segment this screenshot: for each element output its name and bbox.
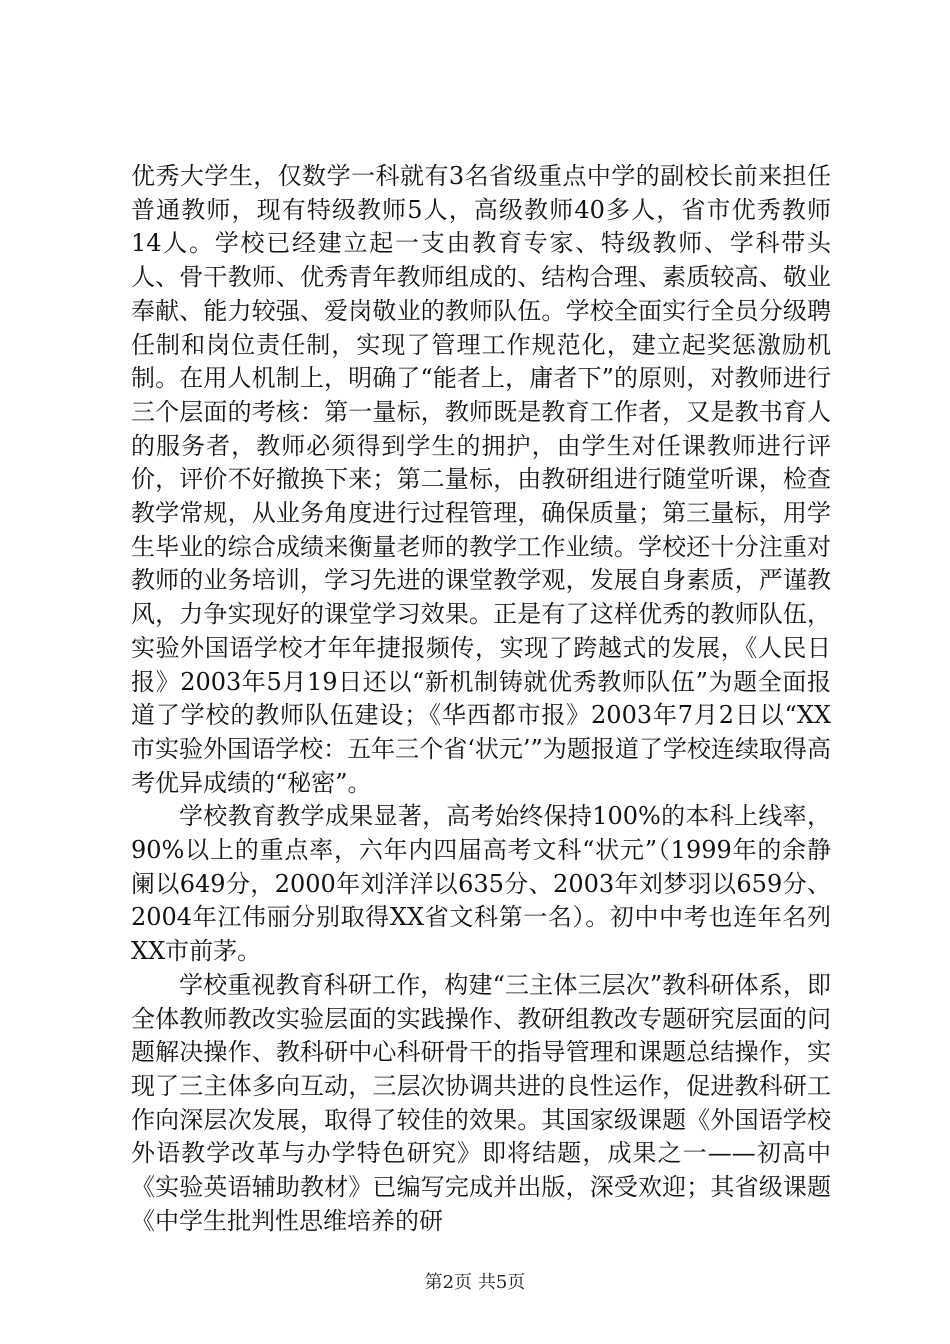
- page-number-footer: 第2页 共5页: [424, 1272, 526, 1293]
- paragraph-teaching-results: 学校教育教学成果显著，高考始终保持100%的本科上线率，90%以上的重点率，六年内四届高考文科“状元”（1999年的余静阑以649分，2000年刘洋洋以635分、2003年刘梦羽以659分、2004年江伟丽分别取得XX省文科第一名）。初中中考也连年名列XX市前茅。: [131, 802, 831, 966]
- document-body: [131, 160, 831, 1239]
- paragraph-research-work: 学校重视教育科研工作，构建“三主体三层次”教科研体系，即全体教师教改实验层面的实践操作、教研组教改专题研究层面的问题解决操作、教科研中心科研骨干的指导管理和课题总结操作，实现了三主体多向互动，三层次协调共进的良性运作，促进教科研工作向深层次发展，取得了较佳的效果。其国家级课题《外国语学校外语教学改革与办学特色研究》即将结题，成果之一——初高中《实验英语辅助教材》已编写完成并出版，深受欢迎；其省级课题《中学生批判性思维培养的研: [131, 970, 831, 1235]
- paragraph-teacher-team: 优秀大学生，仅数学一科就有3名省级重点中学的副校长前来担任普通教师，现有特级教师5人，高级教师40多人，省市优秀教师14人。学校已经建立起一支由教育专家、特级教师、学科带头人、骨干教师、优秀青年教师组成的、结构合理、素质较高、敬业奉献、能力较强、爱岗敬业的教师队伍。学校全面实行全员分级聘任制和岗位责任制，实现了管理工作规范化，建立起奖惩激励机制。在用人机制上，明确了“能者上，庸者下”的原则，对教师进行三个层面的考核：第一量标，教师既是教育工作者，又是教书育人的服务者，教师必须得到学生的拥护，由学生对任课教师进行评价，评价不好撤换下来；第二量标，由教研组进行随堂听课，检查教学常规，从业务角度进行过程管理，确保质量；第三量标，用学生毕业的综合成绩来衡量老师的教学工作业绩。学校还十分注重对教师的业务培训，学习先进的课堂教学观，发展自身素质，严谨教风，力争实现好的课堂学习效果。正是有了这样优秀的教师队伍，实验外国语学校才年年捷报频传，实现了跨越式的发展，《人民日报》2003年5月19日还以“新机制铸就优秀教师队伍”为题全面报道了学校的教师队伍建设；《华西都市报》2003年7月2日以“XX市实验外国语学校：五年三个省‘状元’”为题报道了学校连续取得高考优异成绩的“秘密”。: [131, 162, 831, 797]
